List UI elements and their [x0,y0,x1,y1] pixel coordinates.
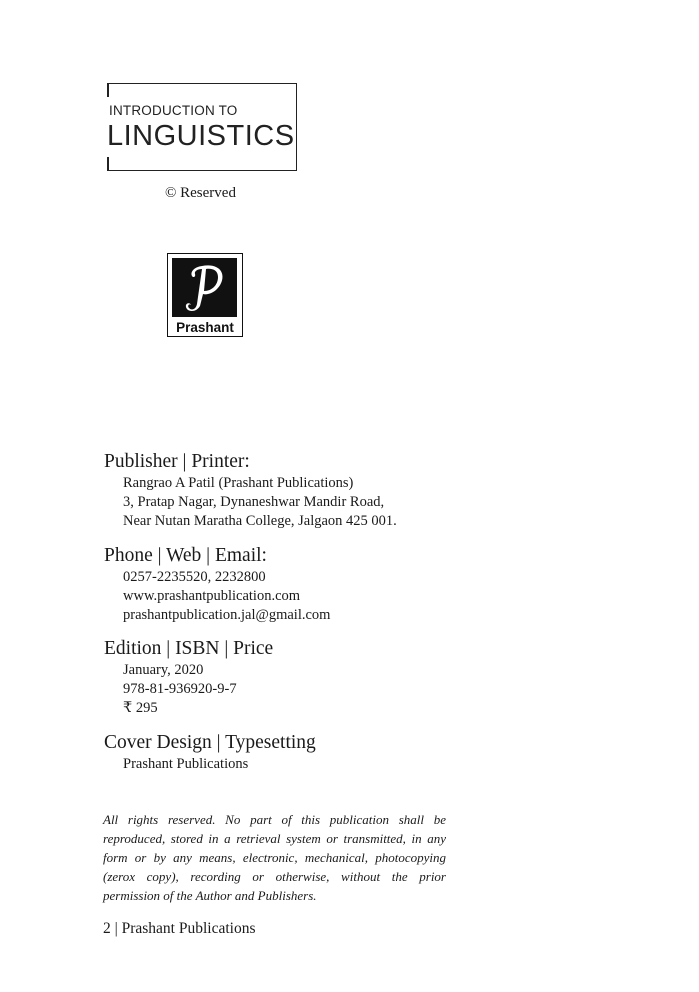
rights-notice-line: form or by any means, electronic, mechanical, photocopying [103,850,446,865]
edition-section [104,638,273,718]
isbn: 978-81-936920-9-7 [123,681,237,697]
designer-name: Prashant Publications [123,756,249,772]
script-p-icon [172,258,237,317]
book-title-prefix: INTRODUCTION TO [109,103,238,118]
book-title-box [107,83,297,171]
rights-notice-line: permission of the Author and Publishers. [103,888,317,903]
phone-numbers: 0257-2235520, 2232800 [123,569,266,585]
publisher-section [104,451,397,531]
section-heading: Publisher | Printer: [104,451,250,472]
publisher-logo-text: Prashant [176,320,234,335]
rights-notice-line: (zerox copy), recording or otherwise, without the prior [103,869,446,884]
book-title: LINGUISTICS [107,120,295,152]
rights-notice-line: reproduced, stored in a retrieval system or transmitted, in any [103,831,446,846]
section-heading: Cover Design | Typesetting [104,732,316,753]
edition-date: January, 2020 [123,662,204,678]
publisher-address-line: Near Nutan Maratha College, Jalgaon 425 001. [123,513,397,529]
publisher-name: Rangrao A Patil (Prashant Publications) [123,475,354,491]
section-heading: Phone | Web | Email: [104,545,267,566]
website: www.prashantpublication.com [123,588,301,604]
publisher-address-line: 3, Pratap Nagar, Dynaneshwar Mandir Road, [123,494,385,510]
rights-notice-line: All rights reserved. No part of this publication shall be [103,812,446,827]
page-footer: 2 | Prashant Publications [103,920,256,937]
section-heading: Edition | ISBN | Price [104,638,274,659]
copyright-notice: © Reserved [165,185,236,201]
rights-notice [103,810,446,905]
design-section [104,732,316,774]
email: prashantpublication.jal@gmail.com [123,607,331,623]
publisher-logo-mark [172,258,237,317]
contact-section [104,545,330,625]
price: ₹ 295 [123,700,158,716]
publisher-logo [167,253,243,337]
